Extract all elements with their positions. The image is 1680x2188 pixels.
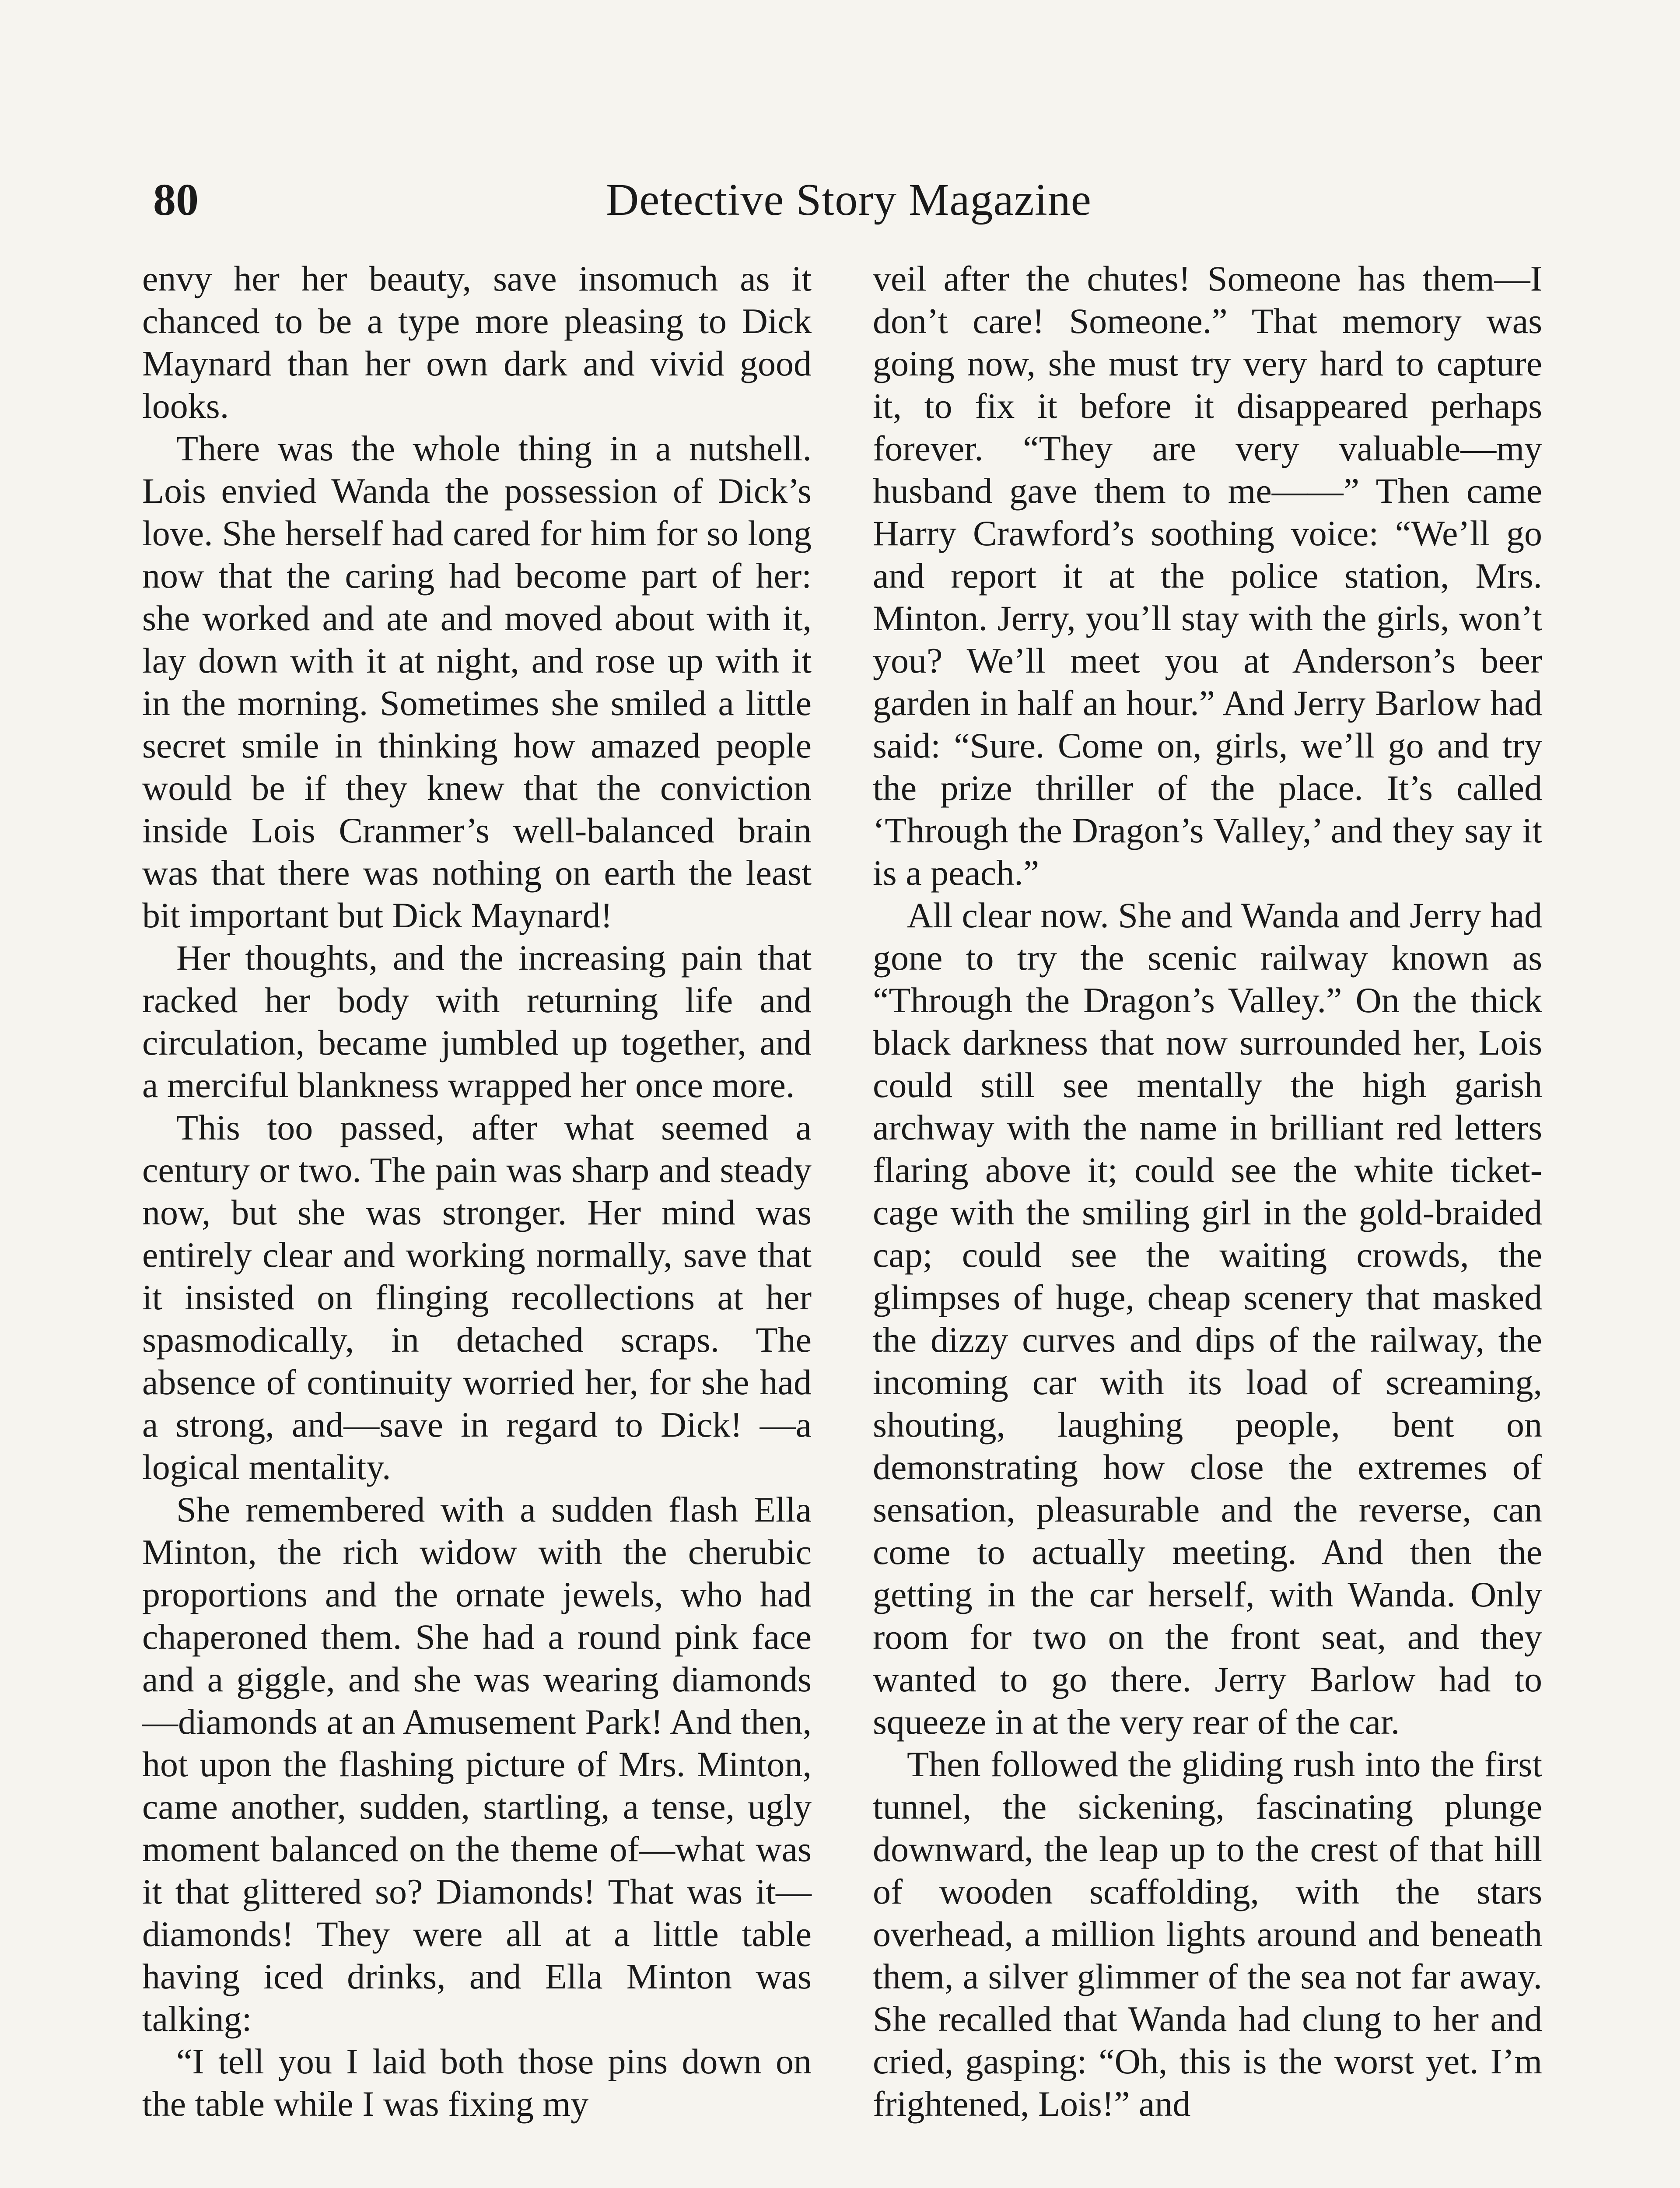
paragraph: “I tell you I laid both those pins down on the table while I was fixing my <box>142 2041 812 2124</box>
running-head: Detective Story Magazine <box>606 175 1092 225</box>
paragraph: veil after the chutes! Someone has them—I don’t care! Someone.” That memory was going now, she must try very hard to capture it, to fix it before it disappeared perhaps forever. “They are very valuable—my husband gave them to me——” Then came Harry Crawford’s soothing voice: “We’ll go and report it at the police station, Mrs. Minton. Jerry, you’ll stay with the girls, won’t you? We’ll meet you at Anderson’s beer garden in half an hour.” And Jerry Barlow had said: “Sure. Come on, girls, we’ll go and try the prize thriller of the place. It’s called ‘Through the Dragon’s Valley,’ and they say it is a peach.” <box>873 259 1542 893</box>
left-column <box>142 257 812 2125</box>
paragraph: There was the whole thing in a nutshell. Lois envied Wanda the possession of Dick’s love. She herself had cared for him for so long now that the caring had become part of her: she worked and ate and moved about with it, lay down with it at night, and rose up with it in the morning. Sometimes she smiled a little secret smile in thinking how amazed people would be if they knew that the conviction inside Lois Cranmer’s well-balanced brain was that there was nothing on earth the least bit important but Dick Maynard! <box>142 428 812 935</box>
right-column <box>873 257 1542 2125</box>
page-header <box>153 172 1544 228</box>
paragraph: envy her her beauty, save insomuch as it chanced to be a type more pleasing to Dick Maynard than her own dark and vivid good looks. <box>142 259 812 426</box>
page-number: 80 <box>153 175 199 225</box>
paragraph: Then followed the gliding rush into the first tunnel, the sickening, fascinating plunge downward, the leap up to the crest of that hill of wooden scaffolding, with the stars overhead, a million lights around and beneath them, a silver glimmer of the sea not far away. She recalled that Wanda had clung to her and cried, gasping: “Oh, this is the worst yet. I’m frightened, Lois!” and <box>873 1744 1542 2124</box>
paragraph: This too passed, after what seemed a century or two. The pain was sharp and steady now, but she was stronger. Her mind was entirely clear and working normally, save that it insisted on flinging recollections at her spasmodically, in detached scraps. The absence of continuity worried her, for she had a strong, and—save in regard to Dick! —a logical mentality. <box>142 1108 812 1487</box>
paragraph: Her thoughts, and the increasing pain that racked her body with returning life and circulation, became jumbled up together, and a merciful blankness wrapped her once more. <box>142 938 812 1105</box>
paragraph: All clear now. She and Wanda and Jerry had gone to try the scenic railway known as “Through the Dragon’s Valley.” On the thick black darkness that now surrounded her, Lois could still see mentally the high garish archway with the name in brilliant red letters flaring above it; could see the white ticket-cage with the smiling girl in the gold-braided cap; could see the waiting crowds, the glimpses of huge, cheap scenery that masked the dizzy curves and dips of the railway, the incoming car with its load of screaming, shouting, laughing people, bent on demonstrating how close the extremes of sensation, pleasurable and the reverse, can come to actually meeting. And then the getting in the car herself, with Wanda. Only room for two on the front seat, and they wanted to go there. Jerry Barlow had to squeeze in at the very rear of the car. <box>873 895 1542 1742</box>
paragraph: She remembered with a sudden flash Ella Minton, the rich widow with the cherubic proportions and the ornate jewels, who had chaperoned them. She had a round pink face and a giggle, and she was wearing diamonds—diamonds at an Amusement Park! And then, hot upon the flashing picture of Mrs. Minton, came another, sudden, startling, a tense, ugly moment balanced on the theme of—what was it that glittered so? Diamonds! That was it—diamonds! They were all at a little table having iced drinks, and Ella Minton was talking: <box>142 1490 812 2039</box>
